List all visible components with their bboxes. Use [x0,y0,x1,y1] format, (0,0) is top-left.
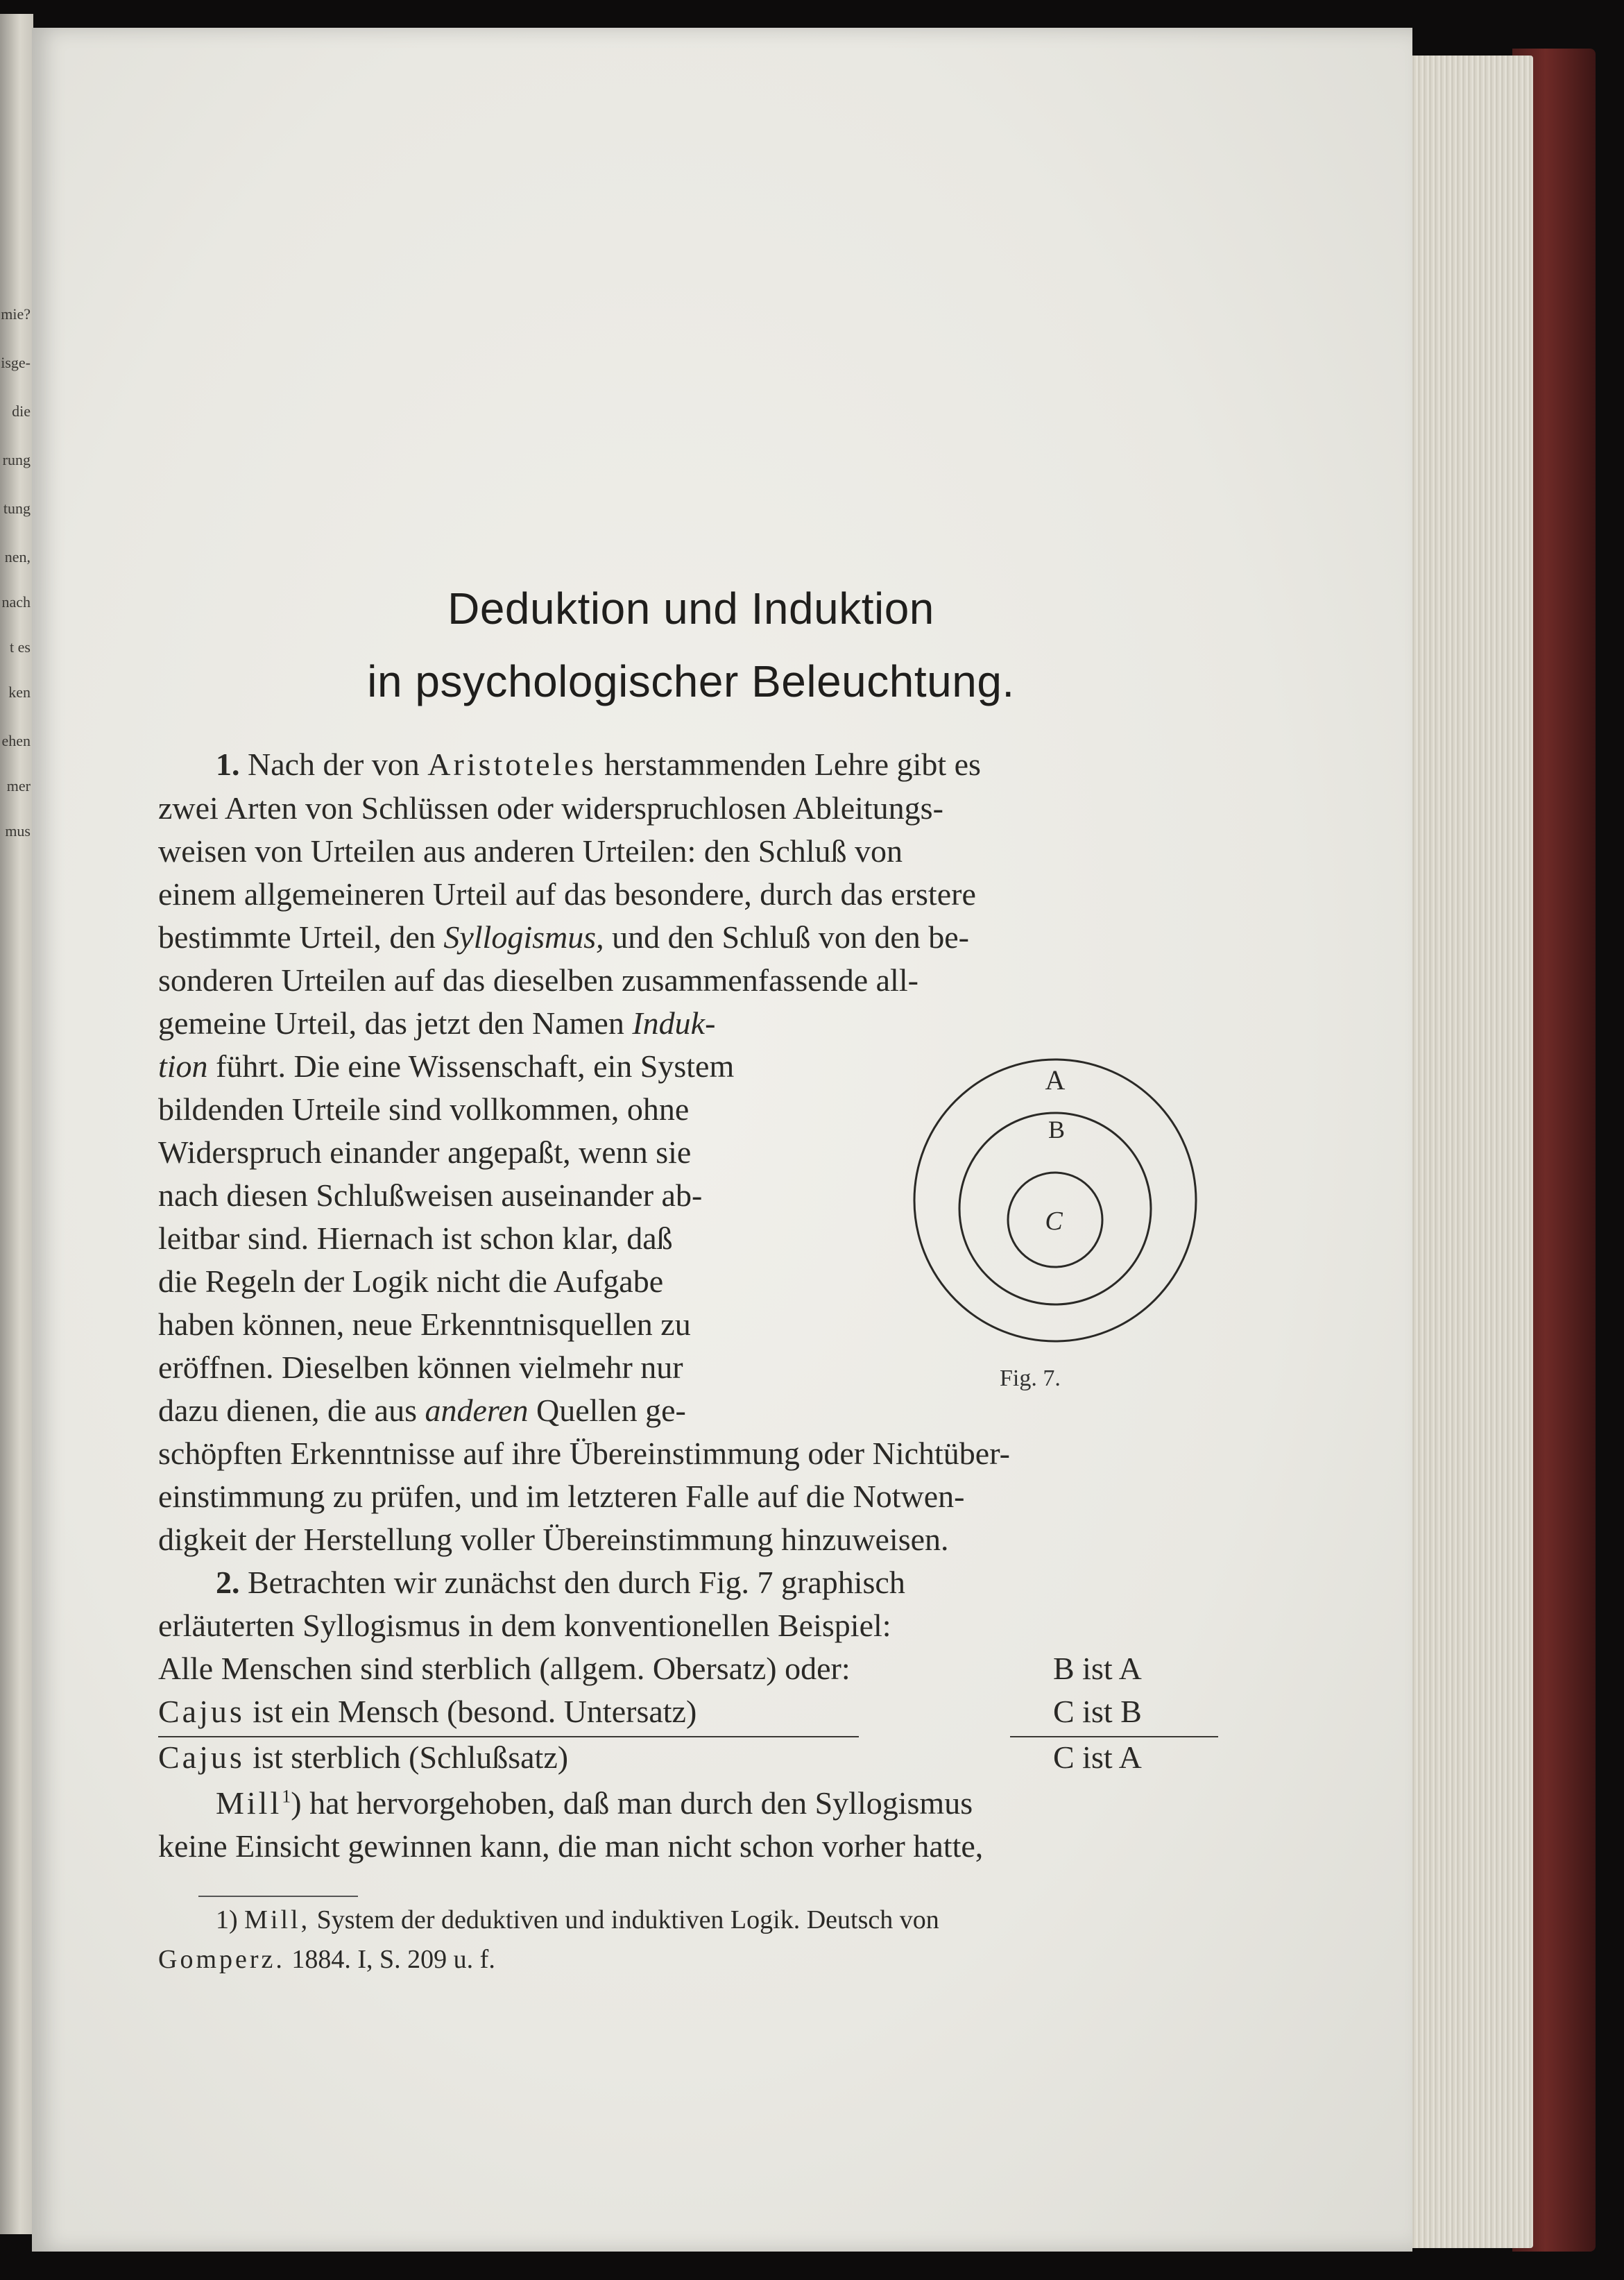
para3-line: Mill$^1$) hat hervorgehoben, daß man durch den Syllogismus [216,1785,973,1821]
title-line-1: Deduktion und Induktion [447,584,934,633]
circle-label-c: C [1045,1207,1063,1236]
para1-line: zwei Arten von Schlüssen oder widerspruchlosen Ableitungs- [158,790,943,826]
title-line-2: in psychologischer Beleuchtung. [367,656,1015,706]
footnote-line: 1) Mill, System der deduktiven und induktiven Logik. Deutsch von [216,1905,939,1934]
para1-line: dazu dienen, die aus anderen Quellen ge- [158,1393,686,1428]
syllogism-conclusion-abstract: C ist A [1053,1739,1142,1775]
para1-line: Widerspruch einander angepaßt, wenn sie [158,1134,692,1170]
syllogism-minor-abstract: C ist B [1053,1694,1142,1729]
syllogism-rule-line [158,1736,859,1737]
para1-line: 1. Nach der von Aristoteles herstammenden Lehre gibt es [216,747,981,782]
para1-line: eröffnen. Dieselben können vielmehr nur [158,1350,683,1385]
left-page-fragment: rung [2,451,31,468]
left-page-fragment: mer [6,777,31,794]
author-name: Mill [216,1785,282,1821]
left-page-fragment: isge- [1,354,31,371]
left-page-fragment: mus [5,822,31,840]
syllogism-minor-premise: Cajus ist ein Mensch (besond. Untersatz) [158,1694,697,1729]
para1-line: tion führt. Die eine Wissenschaft, ein System [158,1048,735,1084]
left-page-fragment: tung [3,500,31,517]
footnote-line: Gomperz. 1884. I, S. 209 u. f. [158,1945,495,1974]
concentric-circles-figure [909,1048,1201,1353]
para1-line: sonderen Urteilen auf das dieselben zusammenfassende all- [158,962,918,998]
para1-line: einstimmung zu prüfen, und im letzteren Falle auf die Notwen- [158,1479,965,1514]
para1-line: haben können, neue Erkenntnisquellen zu [158,1307,691,1342]
para2-line: 2. Betrachten wir zunächst den durch Fig. 7 graphisch [216,1565,905,1600]
left-page-fragment: mie? [1,305,31,323]
para1-line: gemeine Urteil, das jetzt den Namen Induk- [158,1005,716,1041]
syllogism-major-premise: Alle Menschen sind sterblich (allgem. Obersatz) oder: [158,1651,851,1686]
para1-line: weisen von Urteilen aus anderen Urteilen: den Schluß von [158,833,903,869]
para1-line: nach diesen Schlußweisen auseinander ab- [158,1177,703,1213]
circle-label-b: B [1048,1116,1066,1143]
left-page-fragment: nach [1,593,31,611]
footnote-rule [198,1896,358,1897]
syllogism-major-abstract: B ist A [1053,1651,1142,1686]
para1-line: schöpften Erkenntnisse auf ihre Übereinstimmung oder Nichtüber- [158,1436,1010,1471]
para1-line: die Regeln der Logik nicht die Aufgabe [158,1264,664,1299]
left-facing-page [0,14,33,2234]
syllogism-abstract-rule-line [1010,1736,1218,1737]
author-name: Aristoteles [427,747,597,782]
para1-line: bildenden Urteile sind vollkommen, ohne [158,1091,690,1127]
left-page-fragment: t es [10,638,31,656]
para1-line: einem allgemeineren Urteil auf das besondere, durch das erstere [158,876,976,912]
book-page [32,28,1412,2252]
para2-line: erläuterten Syllogismus in dem konventionellen Beispiel: [158,1608,891,1643]
circle-label-a: A [1045,1064,1066,1096]
left-page-fragment: nen, [4,548,31,565]
para3-line: keine Einsicht gewinnen kann, die man nicht schon vorher hatte, [158,1828,984,1864]
left-page-fragment: ehen [1,732,31,749]
footnote-marker: 1 [282,1786,291,1807]
syllogism-conclusion: Cajus ist sterblich (Schlußsatz) [158,1739,569,1775]
para1-line: leitbar sind. Hiernach ist schon klar, daß [158,1220,673,1256]
para1-line: bestimmte Urteil, den Syllogismus, und den Schluß von den be- [158,919,969,955]
section-number: 1. [216,747,240,782]
section-number: 2. [216,1565,240,1600]
left-page-fragment: ken [8,683,31,701]
left-page-fragment: die [12,402,31,420]
para1-line: digkeit der Herstellung voller Übereinstimmung hinzuweisen. [158,1522,949,1557]
circle-a [914,1060,1196,1341]
figure-caption: Fig. 7. [1000,1366,1061,1391]
